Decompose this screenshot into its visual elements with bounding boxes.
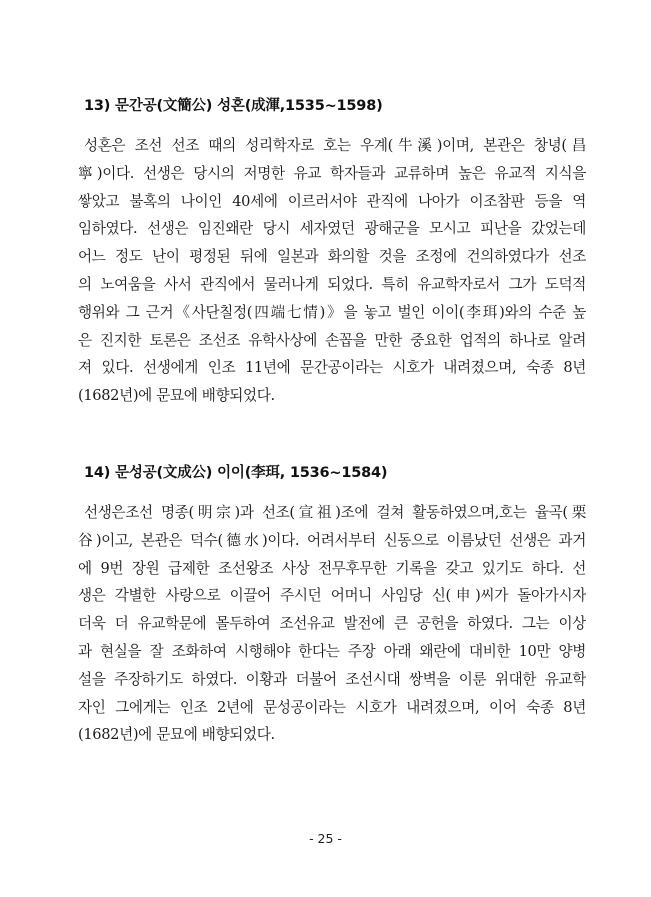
paragraph-line: 쌓았고 불혹의 나이인 40세에 이르러서야 관직에 나아가 이조참판 등을 역 xyxy=(78,192,586,210)
paragraph-line: 어느 정도 난이 평정된 뒤에 일본과 화의할 것을 조정에 건의하였다가 선조 xyxy=(78,248,586,266)
paragraph-line: 임하였다. 선생은 임진왜란 당시 세자였던 광해군을 모시고 피난을 갔었는데 xyxy=(78,220,586,238)
section-paragraph-13 xyxy=(78,132,586,410)
paragraph-line: 성혼은 조선 선조 때의 성리학자로 호는 우계(牛溪)이며, 본관은 창녕(昌 xyxy=(84,137,586,154)
section-heading-13: 13) 문간공(文簡公) 성혼(成渾,1535~1598) xyxy=(84,98,383,114)
page-number: - 25 - xyxy=(309,831,342,846)
paragraph-line: 행위와 그 근거《사단칠정(四端七情)》을 놓고 벌인 이이(李珥)와의 수준 높 xyxy=(78,303,586,321)
paragraph-line: 과 현실을 잘 조화하여 시행해야 한다는 주장 아래 왜란에 대비한 10만 양병 xyxy=(78,642,586,660)
paragraph-line: 져 있다. 선생에게 인조 11년에 문간공이라는 시호가 내려졌으며, 숙종 8년 xyxy=(78,359,586,377)
paragraph-line: (1682년)에 문묘에 배향되었다. xyxy=(78,387,275,405)
paragraph-line: 寧)이다. 선생은 당시의 저명한 유교 학자들과 교류하며 높은 유교적 지식을 xyxy=(78,164,586,182)
paragraph-line: 은 진지한 토론은 조선조 유학사상에 손꼽을 만한 중요한 업적의 하나로 알려 xyxy=(78,331,586,349)
paragraph-line: 더욱 더 유교학문에 몰두하여 조선유교 발전에 큰 공헌을 하였다. 그는 이상 xyxy=(78,615,586,633)
section-paragraph-14 xyxy=(78,499,586,749)
paragraph-line: 자인 그에게는 인조 2년에 문성공이라는 시호가 내려졌으며, 이어 숙종 8년 xyxy=(78,698,586,716)
paragraph-line: 생은 각별한 사랑으로 이끌어 주시던 어머니 사임당 신(申)씨가 돌아가시자 xyxy=(78,587,586,605)
paragraph-line: 의 노여움을 사서 관직에서 물러나게 되었다. 특히 유교학자로서 그가 도덕적 xyxy=(78,275,586,293)
paragraph-line: 선생은조선 명종(明宗)과 선조(宣祖)조에 걸쳐 활동하였으며,호는 율곡(栗 xyxy=(84,504,586,521)
paragraph-line: 에 9번 장원 급제한 조선왕조 사상 전무후무한 기록을 갖고 있기도 하다. 선 xyxy=(78,559,586,577)
section-heading-14: 14) 문성공(文成公) 이이(李珥, 1536~1584) xyxy=(84,465,388,481)
paragraph-line: (1682년)에 문묘에 배향되었다. xyxy=(78,726,275,744)
paragraph-line: 설을 주장하기도 하였다. 이황과 더불어 조선시대 쌍벽을 이룬 위대한 유교학 xyxy=(78,670,586,688)
paragraph-line: 谷)이고, 본관은 덕수(德水)이다. 어려서부터 신동으로 이름났던 선생은 과거 xyxy=(78,531,586,549)
